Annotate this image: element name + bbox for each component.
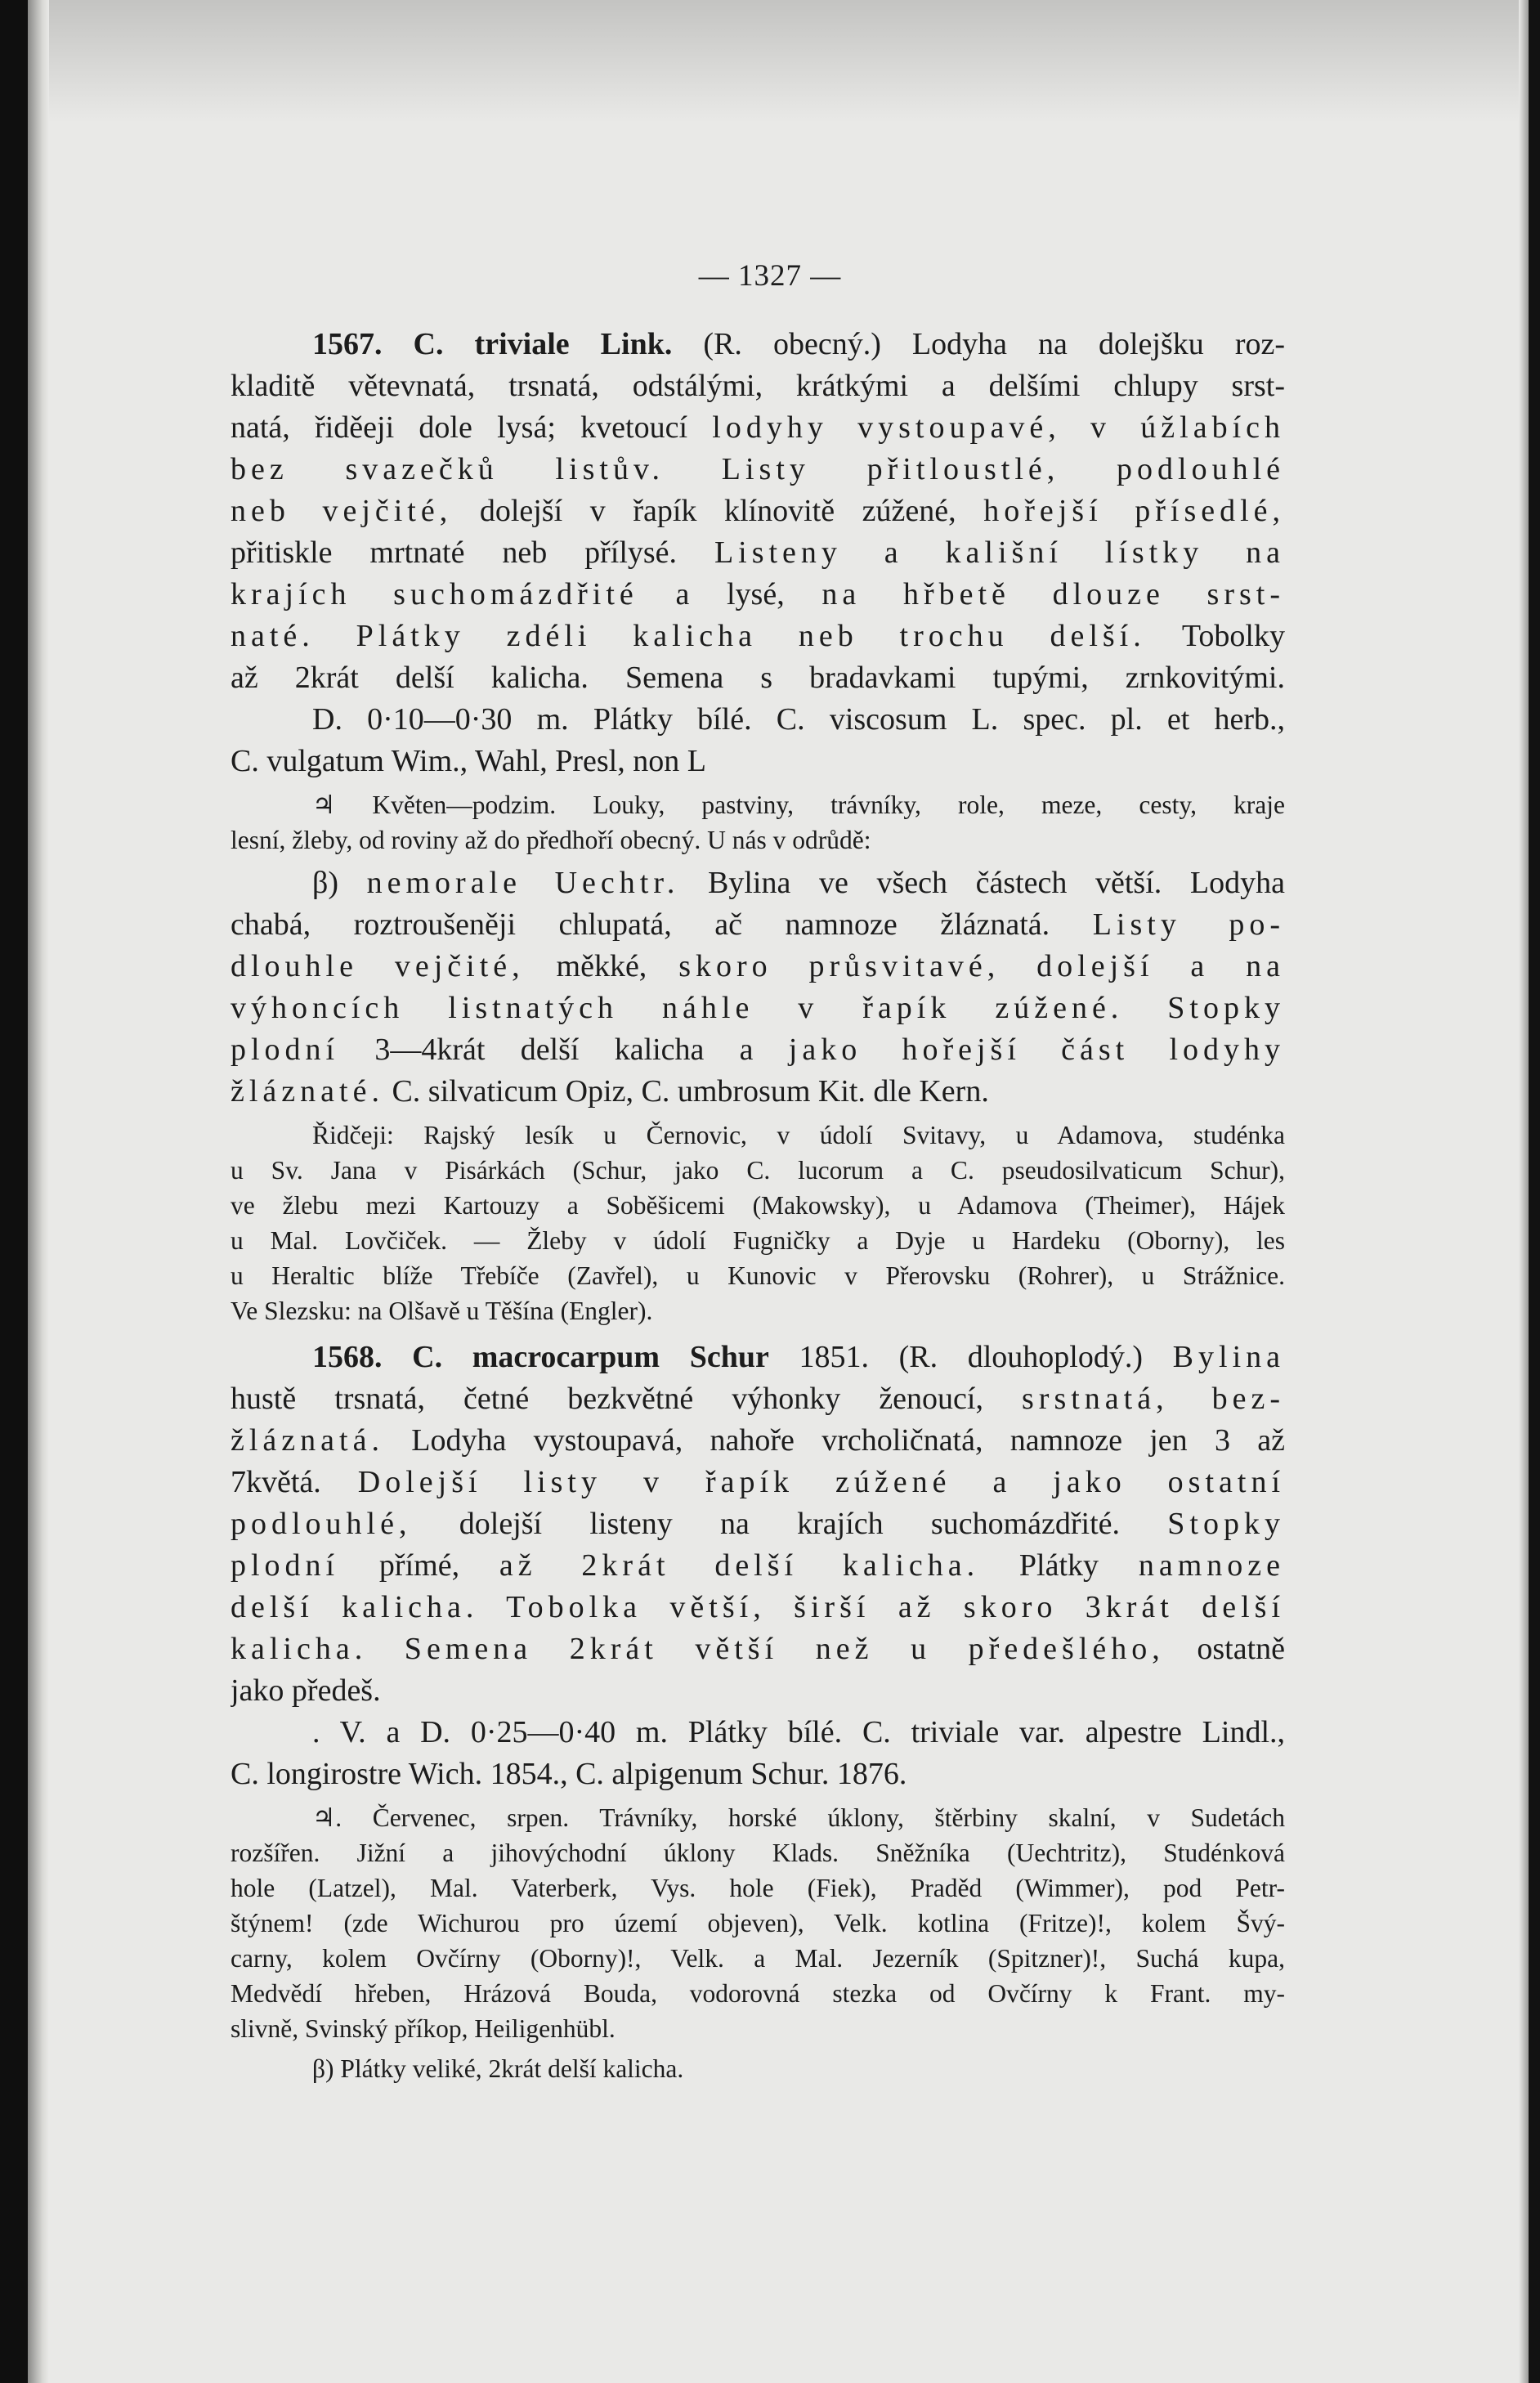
text-run: carny, kolem Ovčírny (Oborny)!, Velk. a Mal. Jezerník (Spitzner)!, Suchá kupa, bbox=[231, 1944, 1285, 1973]
spaced-text-run: nemorale Uechtr. bbox=[366, 866, 680, 900]
text-line bbox=[231, 1029, 1285, 1071]
species-entry-1567 bbox=[231, 324, 1285, 782]
species-heading: 1567. C. triviale Link. bbox=[312, 327, 673, 361]
text-run: dolejší v řapík klínovitě zúžené, bbox=[452, 494, 984, 528]
locality-note-nemorale bbox=[231, 1118, 1285, 1328]
habitat-note-1567 bbox=[231, 787, 1285, 858]
text-run: C. vulgatum Wim., Wahl, Presl, non L bbox=[231, 744, 706, 778]
text-line bbox=[231, 2011, 1285, 2046]
text-run: C. longirostre Wich. 1854., C. alpigenum Schur. 1876. bbox=[231, 1757, 907, 1791]
spaced-text-run: Stopky bbox=[1167, 1507, 1285, 1541]
text-line bbox=[231, 1118, 1285, 1153]
text-line bbox=[231, 1835, 1285, 1870]
text-run: rozšířen. Jižní a jihovýchodní úklony Klads. Sněžníka (Uechtritz), Studénková bbox=[231, 1839, 1285, 1867]
text-run: chabá, roztroušeněji chlupatá, ač namnoze žláznatá. bbox=[231, 907, 1093, 942]
text-run: Řidčeji: Rajský lesík u Černovic, v údolí Svitavy, u Adamova, studénka bbox=[312, 1121, 1285, 1149]
text-line bbox=[231, 1153, 1285, 1188]
text-run: ♃ Květen—podzim. Louky, pastviny, trávníky, role, meze, cesty, kraje bbox=[312, 791, 1285, 819]
text-run: dolejší listeny na krajích suchomázdřité. bbox=[411, 1507, 1168, 1541]
text-run: ve žlebu mezi Kartouzy a Soběšicemi (Makowsky), u Adamova (Theimer), Hájek bbox=[231, 1191, 1285, 1220]
text-run: Plátky bbox=[979, 1548, 1139, 1583]
text-line bbox=[231, 657, 1285, 699]
text-run: . V. a D. 0·25—0·40 m. Plátky bílé. C. triviale var. alpestre Lindl., bbox=[312, 1715, 1285, 1749]
variety-beta-1568 bbox=[231, 2051, 1285, 2086]
text-run: ostatně bbox=[1164, 1632, 1285, 1666]
text-run: natá, řiděeji dole lysá; kvetoucí bbox=[231, 410, 713, 445]
spaced-text-run: neb vejčité, bbox=[231, 494, 453, 528]
text-line bbox=[231, 1420, 1285, 1462]
text-line bbox=[231, 574, 1285, 616]
spaced-text-run: hořejší přísedlé, bbox=[983, 494, 1285, 528]
scan-edge-right-shadow bbox=[1519, 0, 1529, 2383]
text-line bbox=[231, 407, 1285, 449]
text-line bbox=[231, 616, 1285, 657]
text-run: β) bbox=[312, 866, 367, 900]
text-run: u Mal. Lovčiček. — Žleby v údolí Fugničky a Dyje u Hardeku (Oborny), les bbox=[231, 1226, 1285, 1255]
text-run: štýnem! (zde Wichurou pro území objeven), Velk. kotlina (Fritze)!, kolem Švý- bbox=[231, 1909, 1285, 1937]
spaced-text-run: delší kalicha. Tobolka větší, širší až skoro 3krát delší bbox=[231, 1590, 1285, 1624]
variety-beta-nemorale bbox=[231, 862, 1285, 1113]
text-line bbox=[231, 324, 1285, 365]
text-line bbox=[231, 1976, 1285, 2011]
text-line bbox=[231, 2051, 1285, 2086]
text-line bbox=[231, 699, 1285, 741]
text-run: Ve Slezsku: na Olšavě u Těšína (Engler). bbox=[231, 1297, 653, 1325]
text-line bbox=[231, 1670, 1285, 1712]
spaced-text-run: plodní bbox=[231, 1032, 340, 1067]
text-run: a lysé, bbox=[638, 577, 822, 611]
text-line bbox=[231, 787, 1285, 822]
spaced-text-run: Listy po- bbox=[1092, 907, 1285, 942]
text-line bbox=[231, 1712, 1285, 1754]
scan-edge-left bbox=[0, 0, 28, 2383]
text-run: až 2krát delší kalicha. Semena s bradavkami tupými, zrnkovitými. bbox=[231, 661, 1285, 695]
text-line bbox=[231, 1906, 1285, 1941]
text-line bbox=[231, 365, 1285, 407]
text-run: lesní, žleby, od roviny až do předhoří obecný. U nás v odrůdě: bbox=[231, 826, 871, 854]
text-line bbox=[231, 1870, 1285, 1906]
text-run: D. 0·10—0·30 m. Plátky bílé. C. viscosum L. spec. pl. et herb., bbox=[312, 702, 1285, 737]
text-run: 1851. (R. dlouhoplodý.) bbox=[768, 1340, 1173, 1374]
text-run: u Heraltic blíže Třebíče (Zavřel), u Kunovic v Přerovsku (Rohrer), u Strážnice. bbox=[231, 1261, 1285, 1290]
text-run: u Sv. Jana v Pisárkách (Schur, jako C. lucorum a C. pseudosilvaticum Schur), bbox=[231, 1156, 1285, 1185]
text-line bbox=[231, 1337, 1285, 1378]
text-line bbox=[231, 1628, 1285, 1670]
text-run: hustě trsnatá, četné bezkvětné výhonky ženoucí, bbox=[231, 1382, 1022, 1416]
text-run: 7květá. bbox=[231, 1465, 358, 1499]
text-run: kladitě větevnatá, trsnatá, odstálými, krátkými a delšími chlupy srst- bbox=[231, 369, 1285, 403]
spaced-text-run: Listeny a kališní lístky na bbox=[714, 535, 1285, 570]
text-line bbox=[231, 449, 1285, 490]
spaced-text-run: skoro průsvitavé, dolejší a na bbox=[678, 949, 1285, 983]
spaced-text-run: lodyhy vystoupavé, v úžlabích bbox=[712, 410, 1285, 445]
text-run: slivně, Svinský příkop, Heiligenhübl. bbox=[231, 2014, 616, 2043]
spaced-text-run: přitloustlé, podlouhlé bbox=[866, 452, 1285, 486]
text-run: přitiskle mrtnaté neb přílysé. bbox=[231, 535, 714, 570]
spaced-text-run: Dolejší listy v řapík zúžené a jako ostatní bbox=[357, 1465, 1285, 1499]
text-line bbox=[231, 1462, 1285, 1503]
text-line bbox=[231, 946, 1285, 988]
habitat-note-1568 bbox=[231, 1800, 1285, 2046]
spaced-text-run: Listy bbox=[665, 452, 867, 486]
text-line bbox=[231, 1258, 1285, 1293]
text-run: Tobolky bbox=[1145, 619, 1285, 653]
spaced-text-run: až 2krát delší kalicha. bbox=[499, 1548, 980, 1583]
text-run: (R. obecný.) Lodyha na dolejšku roz- bbox=[672, 327, 1285, 361]
spaced-text-run: jako hořejší část lodyhy bbox=[788, 1032, 1285, 1067]
spaced-text-run: žláznaté. bbox=[231, 1074, 384, 1109]
text-line bbox=[231, 1071, 1285, 1113]
text-run: přímé, bbox=[339, 1548, 499, 1583]
page-body bbox=[231, 324, 1285, 2086]
spaced-text-run: krajích suchomázdřité bbox=[231, 577, 638, 611]
text-line bbox=[231, 1188, 1285, 1223]
text-run: ♃. Červenec, srpen. Trávníky, horské úklony, štěrbiny skalní, v Sudetách bbox=[312, 1803, 1285, 1832]
text-line bbox=[231, 862, 1285, 904]
text-run: C. silvaticum Opiz, C. umbrosum Kit. dle Kern. bbox=[383, 1074, 989, 1109]
spaced-text-run: výhoncích listnatých náhle v řapík zúžené. Stopky bbox=[231, 991, 1285, 1025]
text-run: 3—4krát delší kalicha a bbox=[339, 1032, 789, 1067]
species-heading: 1568. C. macrocarpum Schur bbox=[312, 1340, 769, 1374]
text-run: hole (Latzel), Mal. Vaterberk, Vys. hole (Fiek), Praděd (Wimmer), pod Petr- bbox=[231, 1874, 1285, 1902]
text-run: Bylina ve všech částech větší. Lodyha bbox=[679, 866, 1285, 900]
text-line bbox=[231, 490, 1285, 532]
page-number: — 1327 — bbox=[698, 259, 842, 293]
text-line bbox=[231, 1754, 1285, 1795]
text-line bbox=[231, 1223, 1285, 1258]
text-line bbox=[231, 904, 1285, 946]
spaced-text-run: dlouhle vejčité, bbox=[231, 949, 525, 983]
text-line bbox=[231, 1800, 1285, 1835]
text-run: Medvědí hřeben, Hrázová Bouda, vodorovná stezka od Ovčírny k Frant. my- bbox=[231, 1979, 1285, 2008]
text-line bbox=[231, 1378, 1285, 1420]
text-line bbox=[231, 1293, 1285, 1328]
text-line bbox=[231, 1503, 1285, 1545]
scan-top-shadow bbox=[49, 0, 1519, 123]
text-line bbox=[231, 988, 1285, 1029]
text-line bbox=[231, 741, 1285, 782]
text-line bbox=[231, 1545, 1285, 1587]
spaced-text-run: naté. Plátky zdéli kalicha neb trochu delší. bbox=[231, 619, 1146, 653]
spaced-text-run: kalicha. Semena 2krát větší než u předešlého, bbox=[231, 1632, 1165, 1666]
text-line bbox=[231, 1587, 1285, 1628]
scan-edge-right bbox=[1529, 0, 1540, 2383]
spaced-text-run: srstnatá, bez- bbox=[1022, 1382, 1285, 1416]
text-run: měkké, bbox=[524, 949, 679, 983]
text-run: jako předeš. bbox=[231, 1673, 381, 1708]
text-run: Lodyha vystoupavá, nahoře vrcholičnatá, namnoze jen 3 až bbox=[383, 1423, 1285, 1458]
spaced-text-run: na hřbetě dlouze srst- bbox=[821, 577, 1285, 611]
text-run: β) Plátky veliké, 2krát delší kalicha. bbox=[312, 2054, 684, 2083]
species-entry-1568 bbox=[231, 1337, 1285, 1712]
spaced-text-run: podlouhlé, bbox=[231, 1507, 412, 1541]
spaced-text-run: žláznatá. bbox=[231, 1423, 384, 1458]
spaced-text-run: Bylina bbox=[1172, 1340, 1285, 1374]
text-line bbox=[231, 822, 1285, 858]
text-line bbox=[231, 1941, 1285, 1976]
scan-gutter-shadow bbox=[28, 0, 49, 2383]
description-1568-measurements bbox=[231, 1712, 1285, 1795]
text-line bbox=[231, 532, 1285, 574]
spaced-text-run: bez svazečků listův. bbox=[231, 452, 665, 486]
spaced-text-run: namnoze bbox=[1138, 1548, 1285, 1583]
spaced-text-run: plodní bbox=[231, 1548, 340, 1583]
